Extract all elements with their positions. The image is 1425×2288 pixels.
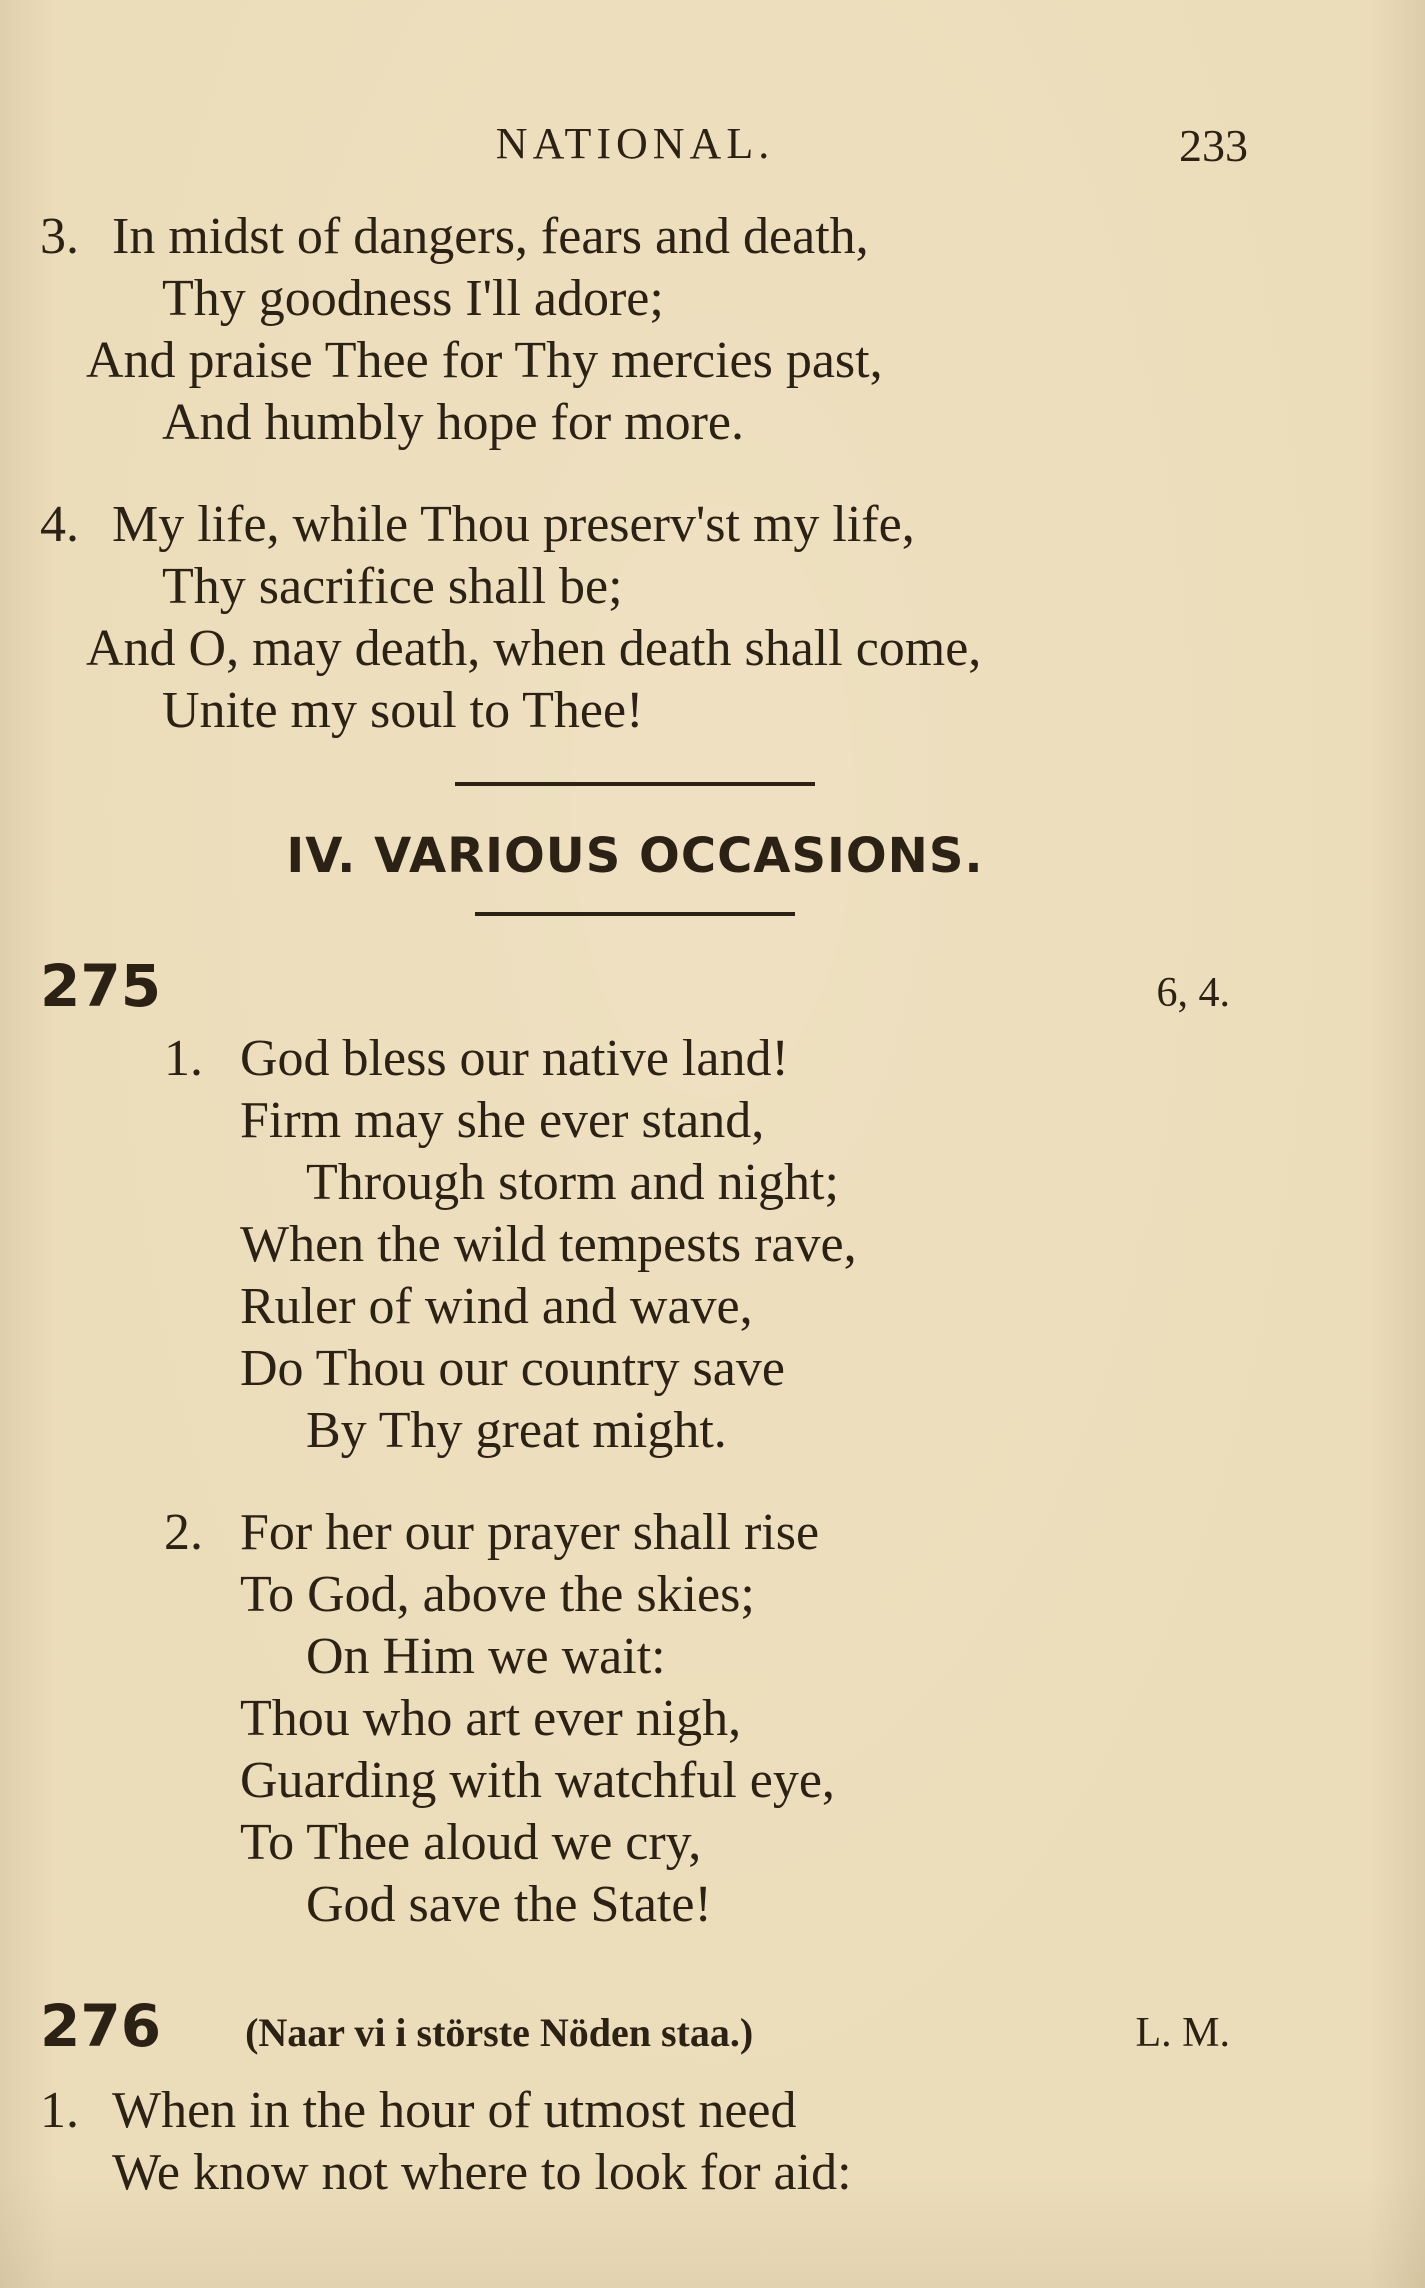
- verse-line: Guarding with watchful eye,: [240, 1752, 835, 1809]
- verse-line: And praise Thee for Thy mercies past,: [86, 332, 883, 389]
- verse-line: And O, may death, when death shall come,: [86, 620, 982, 677]
- hymn-275-verse-2: [164, 1502, 1230, 1936]
- verse-line: Thy goodness I'll adore;: [162, 270, 664, 327]
- verse-line: To Thee aloud we cry,: [240, 1814, 702, 1871]
- section-divider-top: [455, 782, 815, 786]
- verse-line: My life, while Thou preserv'st my life,: [112, 496, 915, 553]
- hymn-meter: 6, 4.: [1156, 970, 1230, 1016]
- verse-3: [40, 206, 1230, 454]
- verse-line: Unite my soul to Thee!: [162, 682, 644, 739]
- hymn-275-verse-1: [164, 1028, 1230, 1462]
- verse-line: Through storm and night;: [306, 1154, 839, 1211]
- verse-line-group: [40, 2080, 1230, 2142]
- verse-4: [40, 494, 1230, 742]
- verse-line: In midst of dangers, fears and death,: [112, 208, 869, 265]
- verse-line: Firm may she ever stand,: [240, 1092, 765, 1149]
- verse-line: Thou who art ever nigh,: [240, 1690, 742, 1747]
- verse-line-group: [40, 494, 1230, 556]
- verse-line: God bless our native land!: [240, 1030, 789, 1087]
- verse-line: When in the hour of utmost need: [112, 2082, 797, 2139]
- hymn-276-verse-1: [40, 2080, 1230, 2204]
- verse-line: Ruler of wind and wave,: [240, 1278, 753, 1335]
- verse-line: For her our prayer shall rise: [240, 1504, 820, 1561]
- verse-number: 1.: [40, 2082, 79, 2139]
- verse-line: Thy sacrifice shall be;: [162, 558, 623, 615]
- hymn-275-header: [40, 950, 1230, 1022]
- hymn-number: 276: [40, 1992, 162, 2060]
- verse-line: We know not where to look for aid:: [112, 2144, 852, 2201]
- verse-line: On Him we wait:: [306, 1628, 666, 1685]
- verse-line-group: [40, 206, 1230, 268]
- hymn-meter: L. M.: [1135, 2010, 1230, 2056]
- verse-number: 1.: [164, 1030, 203, 1087]
- hymn-tune-title: (Naar vi i störste Nöden staa.): [245, 2010, 754, 2055]
- hymn-276-header: [40, 1990, 1230, 2062]
- verse-line: When the wild tempests rave,: [240, 1216, 857, 1273]
- hymn-275-body: [164, 1028, 1230, 1936]
- verse-number: 2.: [164, 1504, 203, 1561]
- section-heading: IV. VARIOUS OCCASIONS.: [286, 828, 984, 884]
- verse-number: 3.: [40, 208, 79, 265]
- section-divider-bottom: [475, 912, 795, 916]
- verse-line: And humbly hope for more.: [162, 394, 745, 451]
- verse-line-group: [164, 1028, 1230, 1090]
- hymn-number: 275: [40, 952, 162, 1020]
- verse-line: Do Thou our country save: [240, 1340, 785, 1397]
- verse-line: To God, above the skies;: [240, 1566, 755, 1623]
- page-header: [40, 116, 1248, 172]
- verse-line: God save the State!: [306, 1876, 712, 1933]
- running-head: NATIONAL.: [495, 119, 775, 168]
- verse-number: 4.: [40, 496, 79, 553]
- verse-line: By Thy great might.: [306, 1402, 727, 1459]
- verse-line-group: [164, 1502, 1230, 1564]
- page-number: 233: [1179, 120, 1248, 171]
